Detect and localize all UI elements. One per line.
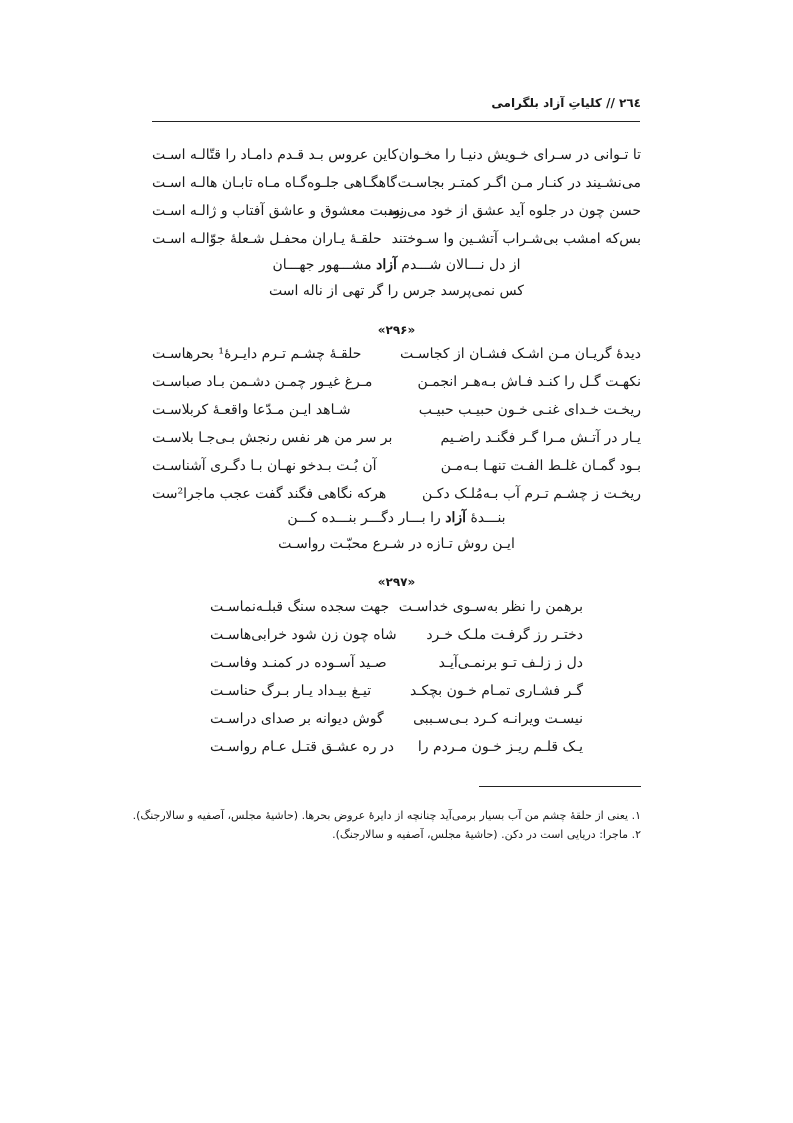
couplet-right: نکهـت گـل را کنـد فـاش بـه‌هـر انجمـن bbox=[417, 374, 641, 390]
couplet-left: مـرغ غیـور چمـن دشـمن بـاد صباسـت bbox=[152, 374, 373, 390]
couplet-left: هرکه نگاهی فگند گفت عجب ماجرا²ست bbox=[152, 486, 387, 502]
couplet-left: حلقـهٔ یـاران محفـل شـعلهٔ جوّالـه اسـت bbox=[152, 231, 382, 247]
couplet-left: تیـغ بیـداد یـار بـرگ حناسـت bbox=[210, 683, 372, 699]
closing-line: کس نمی‌پرسد جرس را گر تهی از ناله است bbox=[269, 283, 524, 299]
couplet-right: حسن چون در جلوه آید عشق از خود می‌رود bbox=[387, 203, 641, 219]
poem-number: «۲۹۷» bbox=[377, 575, 416, 589]
poet-name: آزاد bbox=[376, 257, 397, 273]
footnote-rule bbox=[479, 786, 641, 787]
couplet-left: شـاهد ایـن مـدّعا واقعـهٔ کربلاسـت bbox=[152, 402, 351, 418]
closing-line: بنـــدهٔ آزاد را بـــار دگـــر بنـــده کـــن bbox=[287, 510, 506, 526]
couplet-left: در ره عشـق قتـل عـام رواسـت bbox=[210, 739, 394, 755]
couplet-left: صـید آسـوده در کمنـد وفاسـت bbox=[210, 655, 387, 671]
couplet-right: می‌نشـیند در کنـار مـن اگـر کمتـر بجاسـت bbox=[397, 175, 641, 191]
closing-line: از دل نـــالان شـــدم آزاد مشـــهور جهـــان bbox=[272, 257, 521, 273]
couplet-right: گـر فشـاری تمـام خـون بچکـد bbox=[410, 683, 583, 699]
couplet-left: گاهگـاهی جلـوه‌گـاه مـاه تابـان هالـه اسـت bbox=[152, 175, 397, 191]
couplet-left: نسبت معشوق و عاشق آفتاب و ژالـه اسـت bbox=[152, 203, 405, 219]
couplet-left: حلقـهٔ چشـم تـرم دایـرهٔ¹ بحرهاسـت bbox=[152, 346, 362, 362]
running-header: ٢٦٤ // کلیاتِ آزاد بلگرامی bbox=[491, 96, 641, 110]
couplet-right: تا تـوانی در سـرای خـویش دنیـا را مخـوان bbox=[398, 147, 641, 163]
couplet-right: ریخـت ز چشـم تـرم آب بـه‌مُلـک دکـن bbox=[422, 486, 641, 502]
couplet-right: بس‌که امشب بی‌شـراب آتشـین وا سـوختند bbox=[391, 231, 641, 247]
couplet-right: دیدهٔ گریـان مـن اشـک فشـان از کجاسـت bbox=[400, 346, 641, 362]
couplet-right: یـار در آتـش مـرا گـر فگنـد راضـیم bbox=[440, 430, 641, 446]
couplet-left: کاین عروس بـد قـدم دامـاد را قتّالـه اسـت bbox=[152, 147, 399, 163]
closing-line: ایـن روش تـازه در شـرع محبّـت رواسـت bbox=[278, 536, 515, 552]
couplet-right: نیسـت ویرانـه کـرد بـی‌سـببی bbox=[413, 711, 583, 727]
couplet-left: بر سر من هر نفس رنجش بـی‌جـا بلاسـت bbox=[152, 430, 393, 446]
couplet-left: شاه چون زن شود خرابی‌هاسـت bbox=[210, 627, 397, 643]
couplet-right: یـک قلـم ریـز خـون مـردم را bbox=[417, 739, 583, 755]
couplet-right: ریخـت خـدای غنـی خـون حبیـب حبیـب bbox=[418, 402, 641, 418]
poem-number: «۲۹۶» bbox=[377, 323, 416, 337]
couplet-right: دل ز زلـف تـو برنمـی‌آیـد bbox=[438, 655, 583, 671]
couplet-right: برهمن را نظر به‌سـوی خداسـت bbox=[398, 599, 583, 615]
couplet-left: گوش دیوانه بر صدای دراسـت bbox=[210, 711, 384, 727]
footnote: ۱. یعنی از حلقهٔ چشم من آب بسیار برمی‌آید چنانچه از دایرهٔ عروض بحرها. (حاشیهٔ مجلس، آصفیه و سالارجنگ). bbox=[132, 809, 641, 822]
header-rule bbox=[152, 121, 640, 122]
couplet-left: جهت سجده سنگ قبلـه‌نماسـت bbox=[210, 599, 390, 615]
footnote: ۲. ماجرا: دریایی است در دکن. (حاشیهٔ مجلس، آصفیه و سالارجنگ). bbox=[332, 828, 641, 841]
couplet-left: آن بُـت بـدخو نهـان بـا دگـری آشناسـت bbox=[152, 458, 377, 474]
poet-name: آزاد bbox=[445, 510, 466, 526]
couplet-right: دختـر رز گرفـت ملـک خـرد bbox=[426, 627, 583, 643]
couplet-right: بـود گمـان غلـط الفـت تنهـا بـه‌مـن bbox=[440, 458, 641, 474]
